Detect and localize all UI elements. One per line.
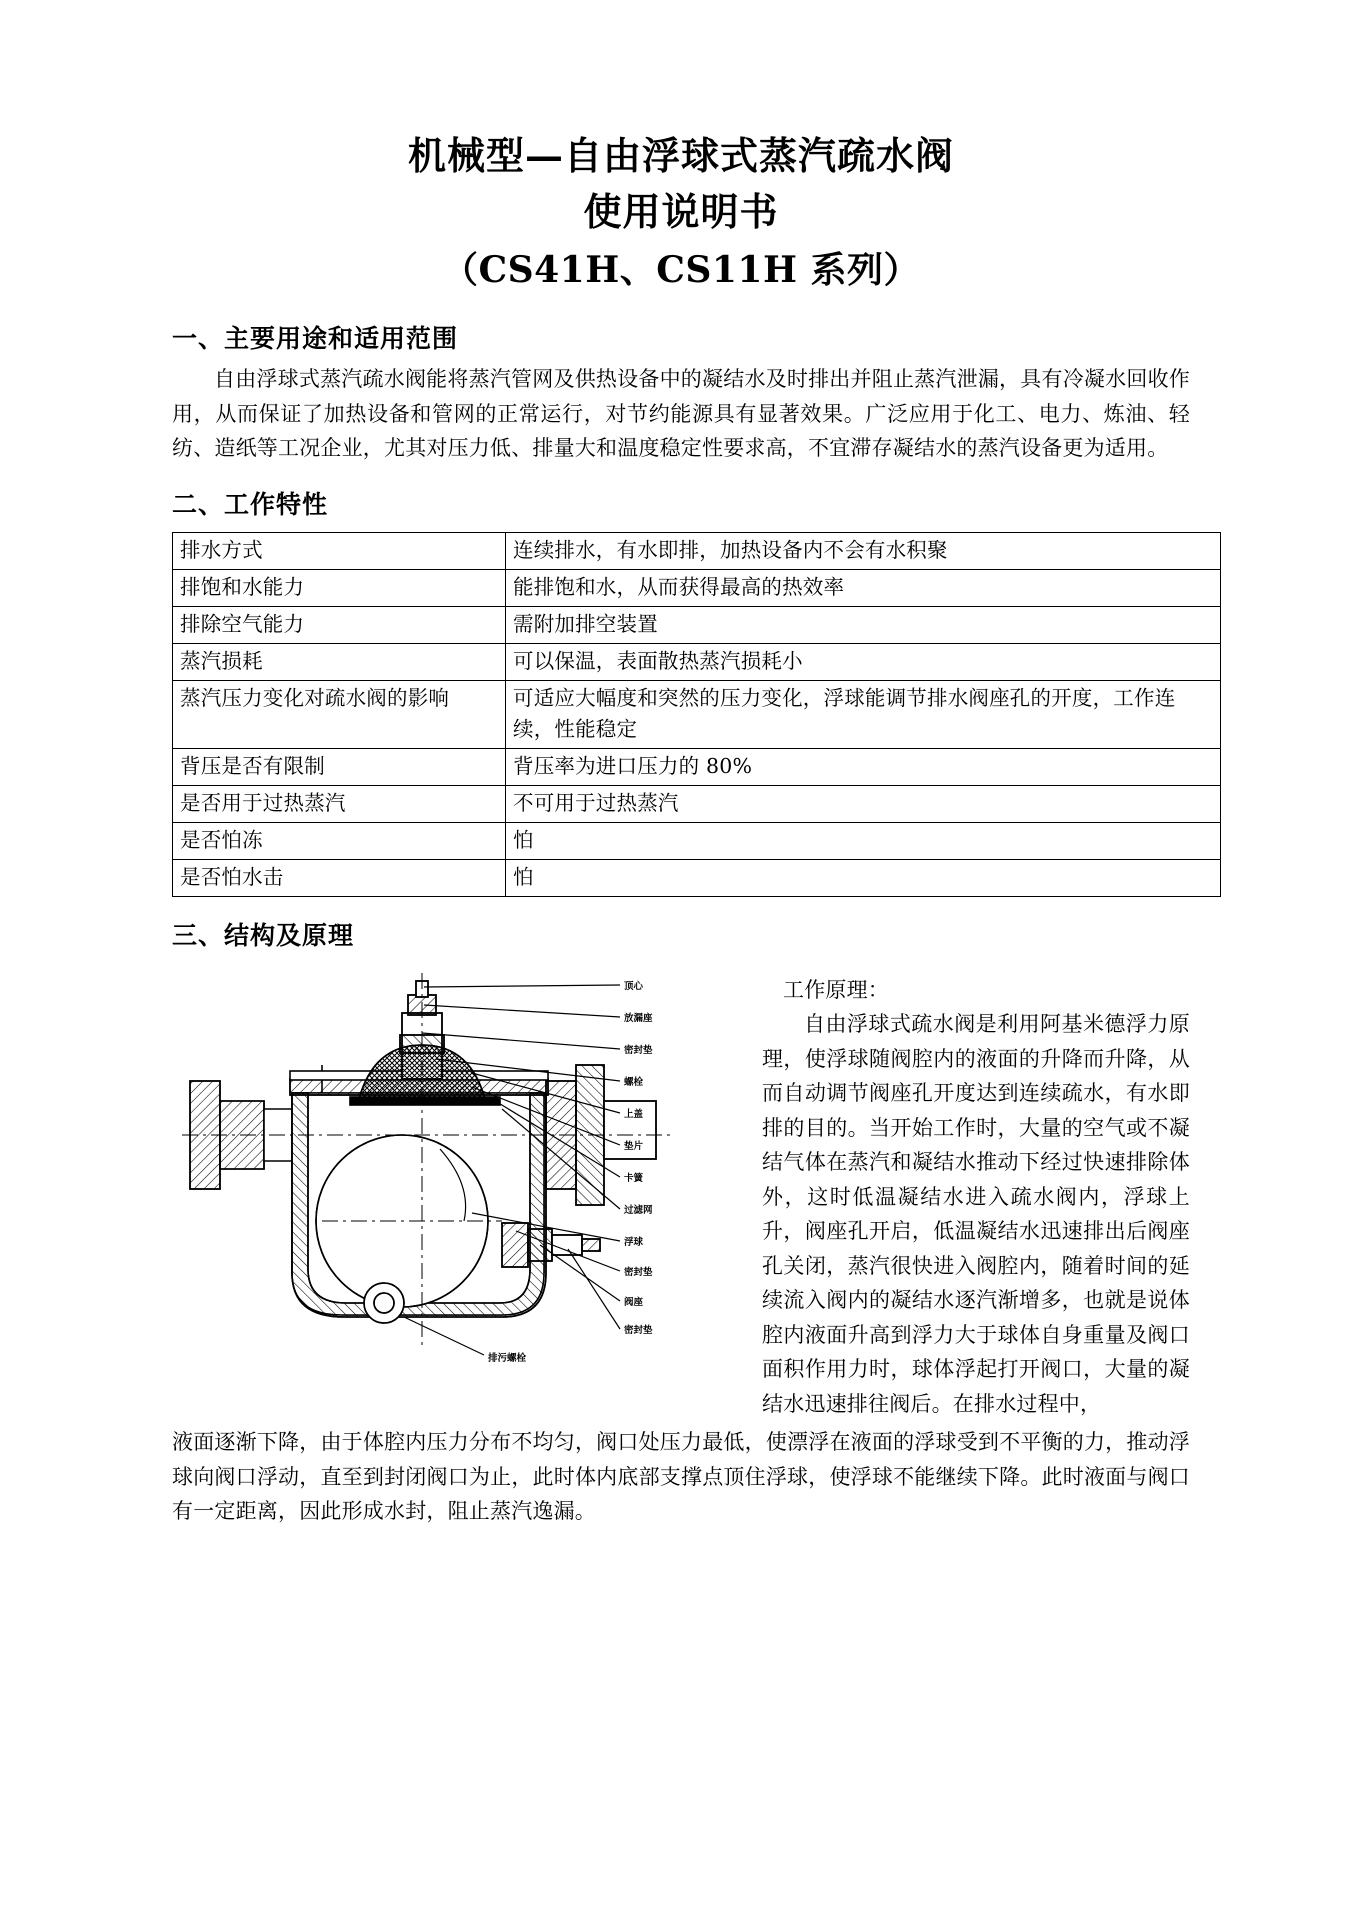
working-principle-paragraph: 自由浮球式疏水阀是利用阿基米德浮力原理，使浮球随阀腔内的液面的升降而升降，从而自动调节阀座孔开度达到连续疏水，有水即排的目的。当开始工作时，大量的空气或不凝结气体在蒸汽和凝结水推动下经过快速排除体外，这时低温凝结水进入疏水阀内，浮球上升，阀座孔开启，低温凝结水迅速排出后阀座孔关闭，蒸汽很快进入阀腔内，随着时间的延续流入阀内的凝结水逐汽渐增多，也就是说体腔内液面升高到浮力大于球体自身重量及阀口面积作用力时，球体浮起打开阀口，大量的凝结水迅速排往阀后。在排水过程中， <box>762 1012 1190 1416</box>
page-content <box>172 0 1190 1550</box>
callout-label-drain-bolt: 排污螺栓 <box>488 1352 527 1364</box>
section-heading-1: 一、主要用途和适用范围 <box>172 324 459 353</box>
table-cell-key: 蒸汽损耗 <box>173 643 506 680</box>
table-cell-key: 是否用于过热蒸汽 <box>173 785 506 822</box>
table-body <box>173 532 1221 896</box>
table-cell-value: 能排饱和水，从而获得最高的热效率 <box>506 569 1221 606</box>
document-title-block <box>172 0 1190 300</box>
working-characteristics-table <box>172 532 1221 897</box>
table-row <box>173 859 1221 896</box>
document-title-line-2: 使用说明书 <box>583 189 779 234</box>
steam-trap-cross-section-figure <box>172 973 752 1373</box>
section-heading-2: 二、工作特性 <box>172 489 329 519</box>
table-cell-key: 排饱和水能力 <box>173 569 506 606</box>
table-cell-key: 背压是否有限制 <box>173 748 506 785</box>
document-title-line-1: 机械型—自由浮球式蒸汽疏水阀 <box>407 133 954 178</box>
table-cell-key: 是否怕水击 <box>173 859 506 896</box>
table-cell-value: 可适应大幅度和突然的压力变化，浮球能调节排水阀座孔的开度，工作连续，性能稳定 <box>506 680 1221 748</box>
valve-body-outline <box>190 981 656 1323</box>
structure-figure-row <box>172 973 1190 1422</box>
table-row <box>173 822 1221 859</box>
callout-label: 密封垫 <box>624 1044 653 1056</box>
callout-label: 浮球 <box>624 1236 644 1248</box>
table-cell-key: 蒸汽压力变化对疏水阀的影响 <box>173 680 506 748</box>
section-1-paragraph: 自由浮球式蒸汽疏水阀能将蒸汽管网及供热设备中的凝结水及时排出并阻止蒸汽泄漏，具有冷凝水回收作用，从而保证了加热设备和管网的正常运行，对节约能源具有显著效果。广泛应用于化工、电力、炼油、轻纺、造纸等工况企业，尤其对压力低、排量大和温度稳定性要求高，不宜滞存凝结水的蒸汽设备更为适用。 <box>172 367 1190 460</box>
working-principle-column <box>752 973 1190 1422</box>
table-cell-value: 怕 <box>506 822 1221 859</box>
callout-label: 放漏座 <box>624 1012 653 1024</box>
table-row <box>173 680 1221 748</box>
table-cell-value: 怕 <box>506 859 1221 896</box>
table-cell-key: 排除空气能力 <box>173 606 506 643</box>
table-row <box>173 569 1221 606</box>
section-heading-3: 三、结构及原理 <box>172 920 355 950</box>
table-cell-key: 是否怕冻 <box>173 822 506 859</box>
table-row <box>173 643 1221 680</box>
table-cell-value: 不可用于过热蒸汽 <box>506 785 1221 822</box>
valve-diagram-svg <box>172 973 752 1373</box>
working-principle-continuation-paragraph: 液面逐渐下降，由于体腔内压力分布不均匀，阀口处压力最低，使漂浮在液面的浮球受到不平衡的力，推动浮球向阀口浮动，直至到封闭阀口为止，此时体内底部支撑点顶住浮球，使浮球不能继续下降。此时液面与阀口有一定距离，因此形成水封，阻止蒸汽逸漏。 <box>172 1430 1190 1523</box>
callout-label: 密封垫 <box>624 1324 653 1336</box>
callout-label: 螺栓 <box>624 1076 644 1088</box>
table-cell-value: 连续排水，有水即排，加热设备内不会有水积聚 <box>506 532 1221 569</box>
callout-label: 过滤网 <box>624 1204 653 1216</box>
table-row <box>173 785 1221 822</box>
callout-label: 卡簧 <box>624 1172 644 1184</box>
callout-label: 上盖 <box>624 1108 644 1120</box>
table-cell-value: 可以保温，表面散热蒸汽损耗小 <box>506 643 1221 680</box>
table-cell-value: 背压率为进口压力的 80% <box>506 748 1221 785</box>
callout-label: 顶心 <box>624 980 644 992</box>
table-cell-key: 排水方式 <box>173 532 506 569</box>
table-cell-value: 需附加排空装置 <box>506 606 1221 643</box>
table-row <box>173 748 1221 785</box>
document-title-series: （CS41H、CS11H 系列） <box>441 249 921 291</box>
table-row <box>173 532 1221 569</box>
callout-label: 垫片 <box>624 1140 644 1152</box>
table-row <box>173 606 1221 643</box>
callout-label: 阀座 <box>624 1296 644 1308</box>
working-principle-title: 工作原理： <box>783 977 889 1002</box>
callout-label: 密封垫 <box>624 1266 653 1278</box>
